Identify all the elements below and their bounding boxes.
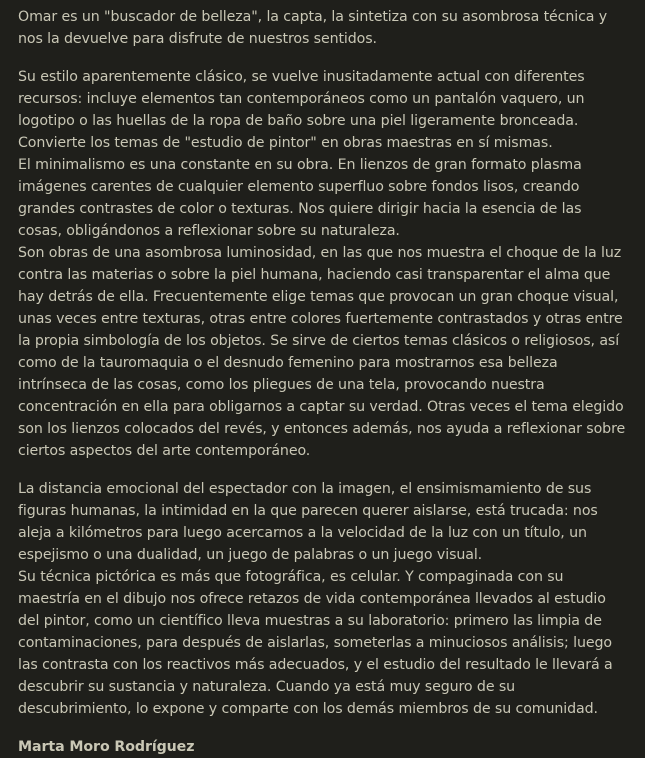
text-block: La distancia emocional del espectador con la imagen, el ensimismamiento de sus figuras humanas, la intimidad en la que parecen querer aislarse, está trucada: nos aleja a kilómetros para luego acercarnos a la velocidad de la luz con un título, un espejismo o una dualidad, un juego de palabras o un juego visual. [18, 481, 598, 563]
author-signature: Marta Moro Rodríguez [18, 739, 195, 755]
text-block: Su estilo aparentemente clásico, se vuelve inusitadamente actual con diferentes recursos: incluye elementos tan contemporáneos como un pantalón vaquero, un logotipo o las huellas de la ropa de baño sobre una piel ligeramente bronceada. Convierte los temas de "estudio de pintor" en obras maestras en sí mismas. [18, 69, 585, 151]
text-block: Son obras de una asombrosa luminosidad, en las que nos muestra el choque de la luz contra las materias o sobre la piel humana, haciendo casi transparentar el alma que hay detrás de ella. Frecuentemente elige temas que provocan un gran choque visual, unas veces entre texturas, otras entre colores fuertemente contrastados y otras entre la propia simbología de los objetos. Se sirve de ciertos temas clásicos o religiosos, así como de la tauromaquia o el desnudo femenino para mostrarnos esa belleza intrínseca de las cosas, como los pliegues de una tela, provocando nuestra concentración en ella para obligarnos a captar su verdad. Otras veces el tema elegido son los lienzos colocados del revés, y entonces además, nos ayuda a reflexionar sobre ciertos aspectos del arte contemporáneo. [18, 245, 626, 459]
text-block: El minimalismo es una constante en su obra. En lienzos de gran formato plasma imágenes carentes de cualquier elemento superfluo sobre fondos lisos, creando grandes contrastes de color o texturas. Nos quiere dirigir hacia la esencia de las cosas, obligándonos a reflexionar sobre su naturaleza. [18, 157, 582, 239]
paragraph-intro [18, 6, 627, 50]
text-block: Su técnica pictórica es más que fotográfica, es celular. Y compaginada con su maestría en el dibujo nos ofrece retazos de vida contemporánea llevados al estudio del pintor, como un científico lleva muestras a su laboratorio: primero las limpia de contaminaciones, para después de aislarlas, someterlas a minuciosos análisis; luego las contrasta con los reactivos más adecuados, y el estudio del resultado le llevará a descubrir su sustancia y naturaleza. Cuando ya está muy seguro de su descubrimiento, lo expone y comparte con los demás miembros de su comunidad. [18, 569, 613, 717]
text-block: Omar es un "buscador de belleza", la capta, la sintetiza con su asombrosa técnica y nos la devuelve para disfrute de nuestros sentidos. [18, 9, 608, 47]
paragraph-technique [18, 478, 627, 720]
paragraph-style [18, 66, 627, 462]
